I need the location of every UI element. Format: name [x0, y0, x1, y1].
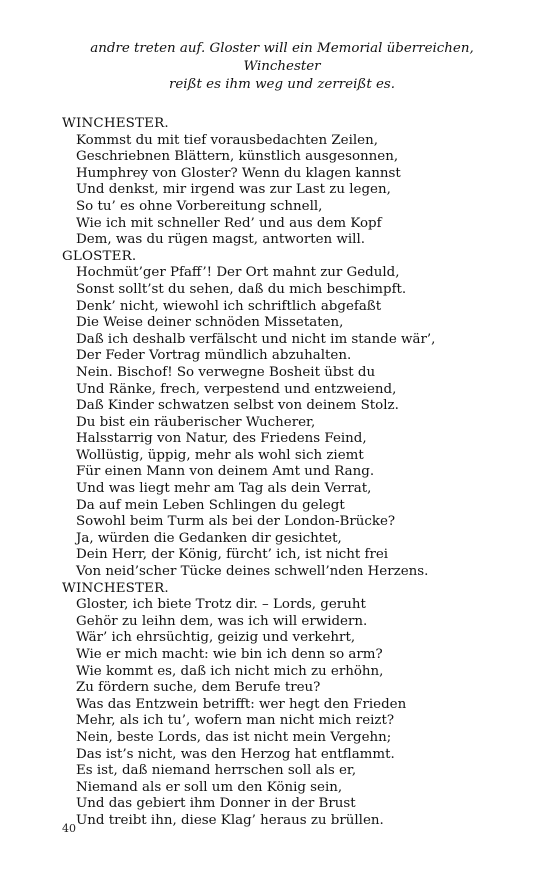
- verse-line: Was das Entzwein betrifft: wer hegt den Frieden: [76, 696, 407, 712]
- page-content: [62, 40, 502, 830]
- verse-line: Denk’ nicht, wiewohl ich schriftlich abgefaßt: [76, 298, 382, 314]
- verse-line: Wie er mich macht: wie bin ich denn so arm?: [76, 647, 383, 662]
- verse-line: Gloster, ich biete Trotz dir. – Lords, geruht: [76, 597, 366, 613]
- verse-line: Wär’ ich ehrsüchtig, geizig und verkehrt,: [76, 630, 356, 646]
- verse-line: Und treibt ihn, diese Klag’ heraus zu brüllen.: [76, 812, 384, 828]
- verse-line: Da auf mein Leben Schlingen du gelegt: [76, 497, 345, 513]
- verse-line: Du bist ein räuberischer Wucherer,: [76, 414, 316, 430]
- verse-line: Mehr, als ich tu’, wofern man nicht mich reizt?: [76, 713, 395, 729]
- stage-direction-line: reißt es ihm weg und zerreißt es.: [168, 77, 396, 92]
- dialogue: [62, 116, 502, 830]
- verse-line: Für einen Mann von deinem Amt und Rang.: [76, 464, 375, 480]
- verse-line: Das ist’s nicht, was den Herzog hat entflammt.: [76, 746, 395, 762]
- verse-line: Dein Herr, der König, fürcht’ ich, ist nicht frei: [76, 547, 389, 563]
- verse-line: Geschriebnen Blättern, künstlich ausgesonnen,: [76, 149, 399, 165]
- verse-line: Dem, was du rügen magst, antworten will.: [76, 232, 365, 248]
- verse-line: Und was liegt mehr am Tag als dein Verrat,: [76, 481, 372, 497]
- verse-line: Und denkst, mir irgend was zur Last zu legen,: [76, 182, 391, 198]
- verse-line: Kommst du mit tief vorausbedachten Zeilen,: [76, 132, 378, 148]
- verse-line: Halsstarrig von Natur, des Friedens Feind,: [76, 431, 367, 447]
- verse-line: Zu fördern suche, dem Berufe treu?: [76, 680, 321, 696]
- verse-line: Hochmüt’ger Pfaff’! Der Ort mahnt zur Geduld,: [76, 265, 400, 281]
- verse-line: Und Ränke, frech, verpestend und entzweiend,: [76, 381, 397, 397]
- page-number: 40: [62, 822, 76, 835]
- verse-line: Nein. Bischof! So verwegne Bosheit übst du: [76, 364, 376, 380]
- stage-direction-line: andre treten auf. Gloster will ein Memorial überreichen, Winchester: [90, 41, 474, 74]
- verse-line: Sowohl beim Turm als bei der London-Brücke?: [76, 514, 396, 530]
- verse-line: Sonst sollt’st du sehen, daß du mich beschimpft.: [76, 281, 407, 297]
- verse-line: So tu’ es ohne Vorbereitung schnell,: [76, 198, 323, 214]
- verse-line: Es ist, daß niemand herrschen soll als er,: [76, 763, 357, 779]
- verse-line: Der Feder Vortrag mündlich abzuhalten.: [76, 348, 352, 364]
- verse-line: Nein, beste Lords, das ist nicht mein Vergehn;: [76, 729, 392, 745]
- speaker-name: WINCHESTER.: [62, 580, 169, 596]
- verse-line: Daß Kinder schwatzen selbst von deinem Stolz.: [76, 398, 399, 414]
- speaker-name: GLOSTER.: [62, 248, 137, 264]
- verse-line: Ja, würden die Gedanken dir gesichtet,: [76, 530, 342, 546]
- speech-block: [62, 116, 502, 249]
- verse-line: Niemand als er soll um den König sein,: [76, 779, 343, 795]
- verse-line: Von neid’scher Tücke deines schwell’nden Herzens.: [76, 564, 429, 580]
- verse-line: Und das gebiert ihm Donner in der Brust: [76, 796, 356, 812]
- verse-line: Humphrey von Gloster? Wenn du klagen kannst: [76, 165, 401, 181]
- speech-block: [62, 581, 502, 830]
- verse-line: Die Weise deiner schnöden Missetaten,: [76, 315, 344, 331]
- verse-line: Wie ich mit schneller Red’ und aus dem Kopf: [76, 215, 382, 231]
- speech-block: [62, 249, 502, 581]
- speaker-name: WINCHESTER.: [62, 116, 169, 131]
- stage-direction: [62, 40, 502, 94]
- verse-line: Daß ich deshalb verfälscht und nicht im stande wär’,: [76, 331, 436, 347]
- verse-line: Wollüstig, üppig, mehr als wohl sich ziemt: [76, 447, 364, 463]
- verse-line: Wie kommt es, daß ich nicht mich zu erhöhn,: [76, 663, 384, 679]
- verse-line: Gehör zu leihn dem, was ich will erwidern.: [76, 613, 368, 629]
